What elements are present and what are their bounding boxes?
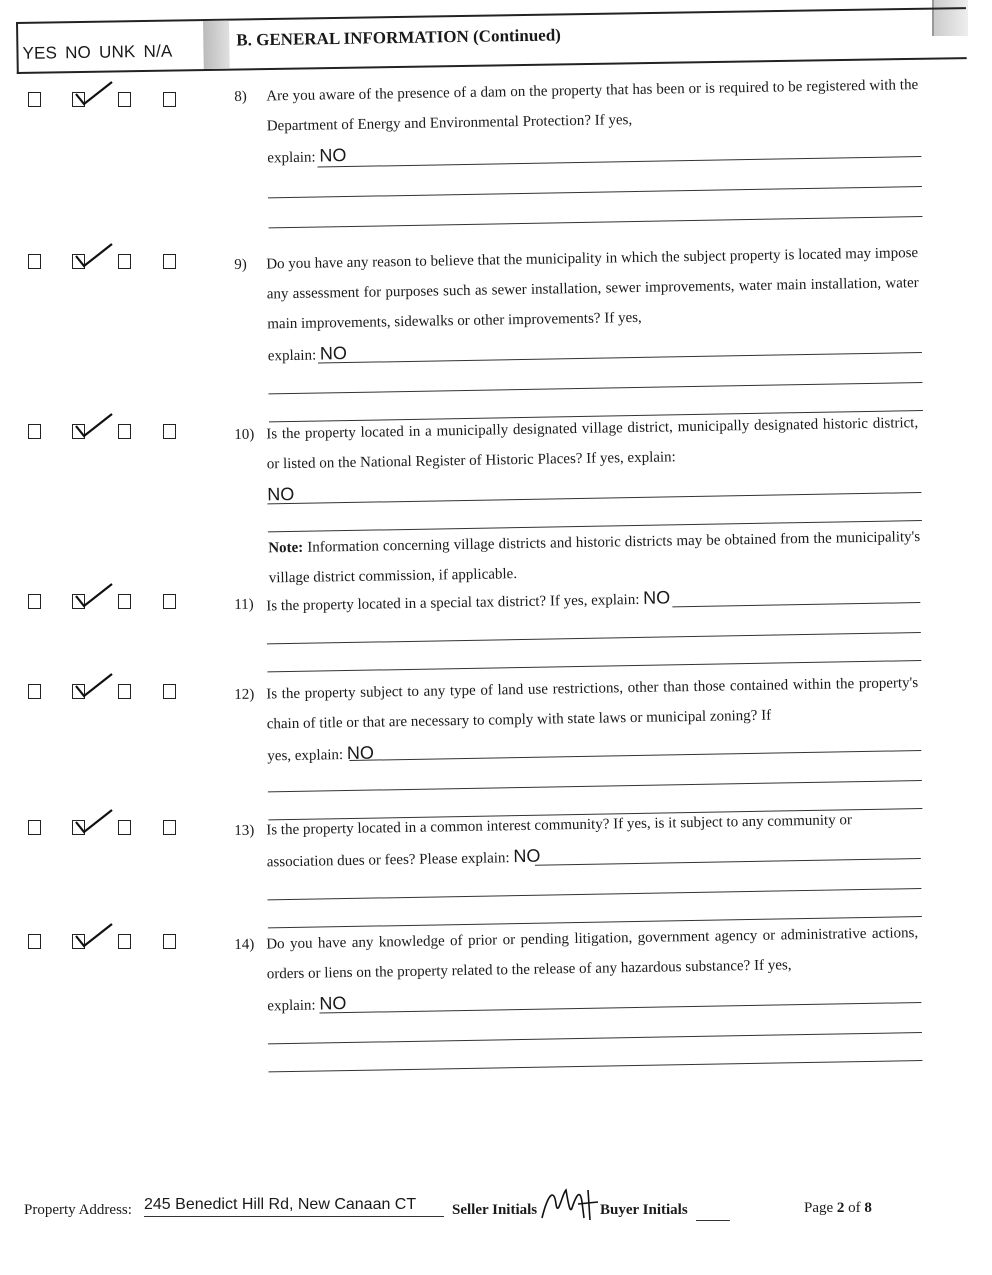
checkmark-icon [72, 580, 118, 612]
yes-checkbox[interactable] [28, 424, 41, 439]
page-total: 8 [864, 1200, 872, 1216]
answer-boxes [26, 420, 216, 444]
checkmark-icon [72, 806, 118, 838]
unk-checkbox[interactable] [118, 424, 131, 439]
col-unk: UNK [98, 42, 136, 62]
na-checkbox[interactable] [163, 92, 176, 107]
explain-label: explain: [267, 149, 316, 167]
answer-text[interactable]: NO [346, 742, 375, 764]
answer-boxes [26, 590, 216, 614]
unk-checkbox[interactable] [118, 594, 131, 609]
unk-checkbox[interactable] [118, 934, 131, 949]
unk-checkbox[interactable] [118, 254, 131, 269]
answer-text[interactable]: NO [267, 483, 295, 505]
note-label: Note: [268, 539, 304, 557]
answer-boxes [26, 88, 216, 112]
answer-text[interactable]: NO [319, 145, 347, 166]
answer-text[interactable]: NO [642, 587, 671, 608]
yes-checkbox[interactable] [28, 684, 41, 699]
question-prompt: Is the property subject to any type of land use restrictions, other than those contained within the property's chain of title or that are necessary to comply with state laws or municipal zoning? If [266, 675, 919, 733]
page-current: 2 [836, 1200, 845, 1216]
question-body [234, 408, 922, 587]
answer-text[interactable]: NO [319, 343, 348, 364]
seller-initials-signature[interactable] [538, 1184, 602, 1224]
question-number: 8) [234, 88, 247, 105]
property-address-label: Property Address: [24, 1202, 132, 1218]
question-number: 11) [234, 596, 254, 613]
unk-checkbox[interactable] [118, 684, 131, 699]
checkmark-icon [72, 920, 118, 952]
question-text [266, 408, 920, 511]
checkmark-icon [72, 78, 118, 110]
buyer-initials-label: Buyer Initials [600, 1202, 688, 1218]
question-prompt: Do you have any reason to believe that the municipality in which the subject property is located may impose any assessment for purposes such as sewer installation, sewer improvements, water main installation, water main improvements, sidewalks or other improvements? If yes, [266, 245, 919, 333]
explain-line [268, 780, 922, 792]
note-body: Information concerning village districts and historic districts may be obtained from the municipality's village district commission, if applicable. [268, 529, 921, 587]
question-number: 9) [234, 256, 247, 273]
question-text [266, 918, 920, 1021]
explain-line [268, 186, 922, 198]
question-body [234, 804, 922, 871]
question-text [266, 238, 920, 371]
page-of: of [848, 1200, 861, 1216]
question-number: 14) [234, 936, 255, 953]
na-checkbox[interactable] [163, 820, 176, 835]
unk-checkbox[interactable] [118, 820, 131, 835]
na-checkbox[interactable] [163, 684, 176, 699]
question-body [234, 70, 922, 167]
question-body [234, 918, 922, 1015]
yes-checkbox[interactable] [28, 820, 41, 835]
explain-label: yes, explain: [267, 747, 344, 765]
header-divider [203, 21, 230, 69]
checkmark-icon [72, 240, 118, 272]
explain-label: association dues or fees? Please explain: [266, 850, 510, 871]
answer-text[interactable]: NO [513, 845, 541, 867]
question-prompt: Is the property located in a special tax district? If yes, explain: [266, 591, 640, 615]
seller-initials-label: Seller Initials [452, 1202, 538, 1218]
column-headers [22, 41, 180, 63]
question-prompt: Is the property located in a common interest community? If yes, is it subject to any community or [266, 812, 853, 839]
question-number: 12) [234, 686, 255, 703]
na-checkbox[interactable] [163, 254, 176, 269]
question-number: 13) [234, 822, 255, 839]
checkmark-icon [72, 410, 118, 442]
question-number: 10) [234, 426, 255, 443]
page-footer [24, 1190, 924, 1230]
na-checkbox[interactable] [163, 424, 176, 439]
question-prompt: Do you have any knowledge of prior or pending litigation, government agency or administrative actions, orders or liens on the property related to the release of any hazardous substance? If yes, [266, 925, 919, 983]
col-na: N/A [143, 41, 173, 61]
question-text [266, 804, 919, 877]
checkmark-icon [72, 670, 118, 702]
section-header [16, 7, 967, 74]
explain-line [267, 888, 921, 900]
explain-line [268, 1060, 922, 1072]
answer-boxes [26, 816, 216, 840]
na-checkbox[interactable] [163, 594, 176, 609]
question-body [234, 238, 922, 365]
col-yes: YES [22, 43, 58, 63]
answer-text[interactable]: NO [319, 993, 347, 1014]
answer-boxes [26, 930, 216, 954]
explain-line [267, 632, 921, 644]
yes-checkbox[interactable] [28, 934, 41, 949]
yes-checkbox[interactable] [28, 92, 41, 107]
na-checkbox[interactable] [163, 934, 176, 949]
explain-line [269, 382, 923, 394]
section-title: B. GENERAL INFORMATION (Continued) [236, 25, 562, 50]
buyer-initials-field[interactable] [696, 1220, 730, 1221]
question-prompt: Is the property located in a municipally designated village district, municipally designated historic district, or listed on the National Register of Historic Places? If yes, explain: [266, 415, 919, 473]
col-no: NO [64, 42, 92, 63]
question-prompt: Are you aware of the presence of a dam on the property that has been or is required to be registered with the Department of Energy and Environmental Protection? If yes, [266, 77, 919, 135]
explain-label: explain: [267, 997, 316, 1015]
yes-checkbox[interactable] [28, 254, 41, 269]
property-address-field[interactable]: 245 Benedict Hill Rd, New Canaan CT [144, 1196, 444, 1217]
page-number [804, 1200, 872, 1217]
explain-line [269, 216, 923, 228]
explain-label: explain: [267, 347, 317, 365]
unk-checkbox[interactable] [118, 92, 131, 107]
answer-boxes [26, 250, 216, 274]
yes-checkbox[interactable] [28, 594, 41, 609]
explain-line [268, 1032, 922, 1044]
answer-boxes [26, 680, 216, 704]
page-prefix: Page [804, 1200, 834, 1216]
